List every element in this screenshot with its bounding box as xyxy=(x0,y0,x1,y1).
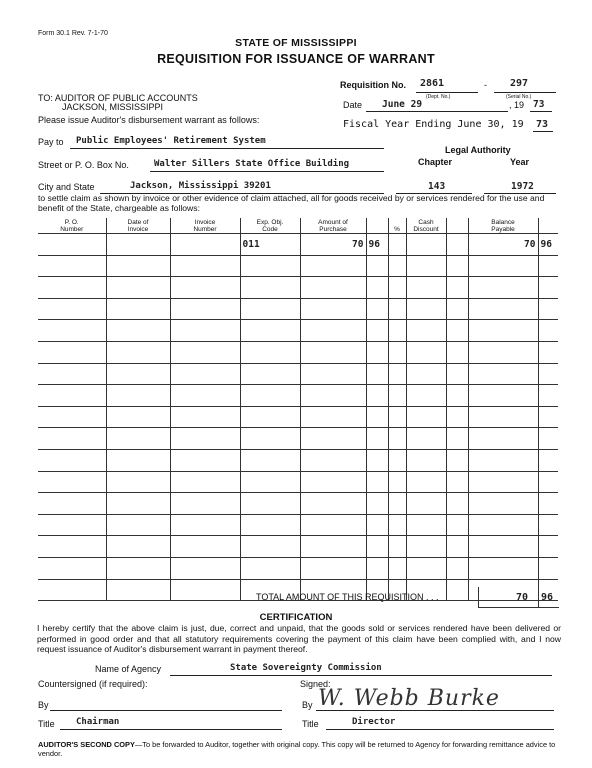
cell-balance xyxy=(468,536,538,558)
date-label: Date xyxy=(343,100,363,110)
cell-discount-cents xyxy=(446,449,468,471)
line-items-table xyxy=(38,218,558,601)
year-label: Year xyxy=(510,157,530,167)
chapter-label: Chapter xyxy=(418,157,453,167)
cell-amount-cents xyxy=(366,471,388,493)
cell-cash-discount xyxy=(406,536,446,558)
col-header-exp-obj-code: Exp. Obj. Code xyxy=(240,218,300,234)
cell-balance xyxy=(468,449,538,471)
cell-invoice-number xyxy=(170,234,240,256)
col-header-percent: % xyxy=(388,218,406,234)
cell-invoice-date xyxy=(106,493,170,515)
cell-discount-cents xyxy=(446,298,468,320)
cell-invoice-number xyxy=(170,557,240,579)
instruction-text: Please issue Auditor's disbursement warrant as follows: xyxy=(38,115,260,125)
fiscal-year-line xyxy=(533,131,553,132)
cell-percent xyxy=(388,385,406,407)
cell-discount-cents xyxy=(446,255,468,277)
cell-amount xyxy=(300,385,366,407)
cell-po-number xyxy=(38,363,106,385)
cell-balance-cents xyxy=(538,471,558,493)
cell-balance xyxy=(468,255,538,277)
serial-no-value: 297 xyxy=(510,78,529,89)
cell-amount: 70 xyxy=(300,234,366,256)
cell-invoice-number xyxy=(170,277,240,299)
cell-balance-cents xyxy=(538,385,558,407)
cell-percent xyxy=(388,277,406,299)
cell-balance-cents xyxy=(538,277,558,299)
cell-exp-obj-code xyxy=(240,449,300,471)
addressee-line1: TO: AUDITOR OF PUBLIC ACCOUNTS xyxy=(38,93,198,103)
cell-exp-obj-code xyxy=(240,277,300,299)
cell-amount xyxy=(300,277,366,299)
cell-invoice-number xyxy=(170,428,240,450)
cell-percent xyxy=(388,298,406,320)
street-line xyxy=(150,171,384,172)
cell-balance xyxy=(468,363,538,385)
cell-balance xyxy=(468,406,538,428)
title-value-right: Director xyxy=(352,717,396,727)
date-year-value: 73 xyxy=(533,99,545,110)
cell-invoice-date xyxy=(106,406,170,428)
cell-amount-cents xyxy=(366,363,388,385)
cell-po-number xyxy=(38,277,106,299)
cell-amount xyxy=(300,514,366,536)
cell-exp-obj-code xyxy=(240,428,300,450)
table-row xyxy=(38,255,558,277)
cell-exp-obj-code xyxy=(240,493,300,515)
cell-cash-discount xyxy=(406,385,446,407)
cell-invoice-number xyxy=(170,536,240,558)
cell-cash-discount xyxy=(406,363,446,385)
cell-percent xyxy=(388,363,406,385)
cell-amount-cents xyxy=(366,449,388,471)
col-header-invoice-number: Invoice Number xyxy=(170,218,240,234)
cell-cash-discount xyxy=(406,428,446,450)
by-line-left xyxy=(50,710,282,711)
cell-exp-obj-code xyxy=(240,514,300,536)
col-header-cash-discount: Cash Discount xyxy=(406,218,446,234)
cell-invoice-date xyxy=(106,536,170,558)
cell-balance-cents xyxy=(538,298,558,320)
cell-invoice-date xyxy=(106,557,170,579)
cell-po-number xyxy=(38,234,106,256)
pay-to-value: Public Employees' Retirement System xyxy=(76,136,266,146)
cell-discount-cents xyxy=(446,406,468,428)
signed-label: Signed: xyxy=(300,679,331,689)
cell-po-number xyxy=(38,341,106,363)
cell-amount-cents xyxy=(366,298,388,320)
countersigned-label: Countersigned (if required): xyxy=(38,679,148,689)
cell-cash-discount xyxy=(406,514,446,536)
cell-invoice-number xyxy=(170,493,240,515)
cell-amount-cents xyxy=(366,428,388,450)
table-row xyxy=(38,234,558,256)
cell-amount-cents xyxy=(366,341,388,363)
cell-balance-cents xyxy=(538,449,558,471)
cell-invoice-date xyxy=(106,277,170,299)
cell-balance-cents xyxy=(538,363,558,385)
title-value-left: Chairman xyxy=(76,717,120,727)
cell-percent xyxy=(388,406,406,428)
cell-po-number xyxy=(38,449,106,471)
cell-invoice-date xyxy=(106,255,170,277)
cell-amount-cents xyxy=(366,557,388,579)
chapter-value: 143 xyxy=(428,181,446,192)
cell-balance xyxy=(468,385,538,407)
signature: W. Webb Burke xyxy=(318,686,500,711)
pay-to-line xyxy=(70,148,384,149)
cell-amount xyxy=(300,428,366,450)
cell-amount xyxy=(300,320,366,342)
cell-po-number xyxy=(38,428,106,450)
street-label: Street or P. O. Box No. xyxy=(38,160,129,170)
title-label-left: Title xyxy=(38,719,55,729)
cell-invoice-number xyxy=(170,363,240,385)
form-number: Form 30.1 Rev. 7-1-70 xyxy=(38,30,108,37)
cell-amount-cents xyxy=(366,493,388,515)
cell-discount-cents xyxy=(446,493,468,515)
state-heading: STATE OF MISSISSIPPI xyxy=(235,37,357,49)
cell-balance xyxy=(468,341,538,363)
table-row xyxy=(38,536,558,558)
cell-percent xyxy=(388,514,406,536)
cell-balance xyxy=(468,493,538,515)
dept-no-line xyxy=(416,92,478,93)
cell-invoice-date xyxy=(106,471,170,493)
serial-no-line xyxy=(494,92,556,93)
cell-balance xyxy=(468,471,538,493)
cell-discount-cents xyxy=(446,579,468,601)
cell-invoice-date xyxy=(106,320,170,342)
cell-cash-discount xyxy=(406,298,446,320)
cell-po-number xyxy=(38,536,106,558)
cell-balance-cents xyxy=(538,406,558,428)
footer-bold: AUDITOR'S SECOND COPY xyxy=(38,740,135,749)
cell-discount-cents xyxy=(446,536,468,558)
cell-amount xyxy=(300,255,366,277)
cell-invoice-number xyxy=(170,341,240,363)
cell-amount xyxy=(300,557,366,579)
title-label-right: Title xyxy=(302,719,319,729)
pay-to-label: Pay to xyxy=(38,137,64,147)
cell-exp-obj-code xyxy=(240,341,300,363)
cell-cash-discount xyxy=(406,255,446,277)
cell-cash-discount xyxy=(406,493,446,515)
cell-percent xyxy=(388,557,406,579)
requisition-label: Requisition No. xyxy=(340,80,406,90)
table-row xyxy=(38,471,558,493)
cell-discount-cents xyxy=(446,428,468,450)
cell-cash-discount xyxy=(406,557,446,579)
cell-invoice-date xyxy=(106,385,170,407)
certification-heading: CERTIFICATION xyxy=(259,612,333,623)
cell-amount xyxy=(300,406,366,428)
cell-balance-cents: 96 xyxy=(538,234,558,256)
cell-percent xyxy=(388,428,406,450)
title-line-left xyxy=(60,729,282,730)
cell-percent xyxy=(388,320,406,342)
cell-invoice-number xyxy=(170,298,240,320)
cell-invoice-number xyxy=(170,406,240,428)
cell-invoice-date xyxy=(106,514,170,536)
agency-line xyxy=(170,675,552,676)
cell-balance xyxy=(468,557,538,579)
cell-discount-cents xyxy=(446,385,468,407)
cell-invoice-date xyxy=(106,449,170,471)
cell-exp-obj-code xyxy=(240,385,300,407)
cell-discount-cents xyxy=(446,234,468,256)
certification-text: I hereby certify that the above claim is just, due, correct and unpaid, that the goods sold or services rendered have been delivered or performed in good order and that all statutory requirements covering the payment of this claim have been complied with, and I now request issuance of Auditor's disbursement warrant in payment thereof. xyxy=(37,623,561,654)
cell-amount xyxy=(300,363,366,385)
cell-po-number xyxy=(38,255,106,277)
serial-no-caption: (Serial No.) xyxy=(506,94,532,100)
cell-balance: 70 xyxy=(468,234,538,256)
table-row xyxy=(38,298,558,320)
page-title: REQUISITION FOR ISSUANCE OF WARRANT xyxy=(157,52,435,66)
cell-discount-cents xyxy=(446,277,468,299)
date-value: June 29 xyxy=(382,99,423,110)
table-row xyxy=(38,277,558,299)
table-row xyxy=(38,363,558,385)
cell-exp-obj-code xyxy=(240,557,300,579)
table-row xyxy=(38,428,558,450)
date-line xyxy=(366,111,508,112)
cell-invoice-date xyxy=(106,234,170,256)
cell-balance-cents xyxy=(538,341,558,363)
cell-balance xyxy=(468,298,538,320)
agency-label: Name of Agency xyxy=(95,664,162,674)
cell-po-number xyxy=(38,406,106,428)
cell-cash-discount xyxy=(406,471,446,493)
table-row xyxy=(38,406,558,428)
cell-amount xyxy=(300,341,366,363)
table-row xyxy=(38,493,558,515)
footer-text: —To be forwarded to Auditor, together with original copy. This copy will be returned to Agency for forwarding remittance advice to vendor. xyxy=(38,740,556,758)
col-header-balance-cents xyxy=(538,218,558,234)
cell-balance-cents xyxy=(538,493,558,515)
by-label-right: By xyxy=(302,700,313,710)
cell-balance xyxy=(468,428,538,450)
cell-po-number xyxy=(38,471,106,493)
cell-po-number xyxy=(38,557,106,579)
cell-amount-cents xyxy=(366,385,388,407)
cell-po-number xyxy=(38,385,106,407)
cell-amount xyxy=(300,298,366,320)
dept-no-caption: (Dept. No.) xyxy=(426,94,451,100)
cell-exp-obj-code xyxy=(240,363,300,385)
col-header-amount: Amount of Purchase xyxy=(300,218,366,234)
title-line-right xyxy=(326,729,554,730)
cell-amount-cents xyxy=(366,277,388,299)
cell-percent xyxy=(388,255,406,277)
cell-balance-cents xyxy=(538,255,558,277)
addressee-line2: JACKSON, MISSISSIPPI xyxy=(62,102,164,112)
col-header-po-number: P. O. Number xyxy=(38,218,106,234)
footer-note xyxy=(38,740,558,758)
cell-invoice-number xyxy=(170,255,240,277)
cell-balance-cents xyxy=(538,514,558,536)
fiscal-year-label: Fiscal Year Ending June 30, 19 xyxy=(343,119,524,130)
cell-amount xyxy=(300,449,366,471)
cell-amount-cents: 96 xyxy=(366,234,388,256)
cell-discount-cents xyxy=(446,320,468,342)
cell-discount-cents xyxy=(446,514,468,536)
dept-no-value: 2861 xyxy=(420,78,445,89)
cell-balance xyxy=(468,277,538,299)
cell-invoice-number xyxy=(170,449,240,471)
col-header-invoice-date: Date of Invoice xyxy=(106,218,170,234)
table-row xyxy=(38,341,558,363)
cell-po-number xyxy=(38,514,106,536)
cell-amount xyxy=(300,493,366,515)
cell-percent xyxy=(388,234,406,256)
cell-balance-cents xyxy=(538,320,558,342)
cell-discount-cents xyxy=(446,363,468,385)
total-cents-divider xyxy=(538,587,539,607)
table-row xyxy=(38,514,558,536)
year-value: 1972 xyxy=(511,181,534,192)
cell-percent xyxy=(388,449,406,471)
cell-cash-discount xyxy=(406,277,446,299)
cell-balance xyxy=(468,514,538,536)
cell-cash-discount xyxy=(406,449,446,471)
table-row xyxy=(38,449,558,471)
cell-exp-obj-code xyxy=(240,298,300,320)
cell-amount xyxy=(300,471,366,493)
street-value: Walter Sillers State Office Building xyxy=(154,159,350,169)
table-header-row xyxy=(38,218,558,234)
cell-discount-cents xyxy=(446,341,468,363)
cell-exp-obj-code xyxy=(240,320,300,342)
cell-amount-cents xyxy=(366,536,388,558)
cell-amount-cents xyxy=(366,320,388,342)
cell-exp-obj-code xyxy=(240,406,300,428)
agency-value: State Sovereignty Commission xyxy=(230,663,382,673)
cell-po-number xyxy=(38,298,106,320)
cell-po-number xyxy=(38,320,106,342)
total-label: TOTAL AMOUNT OF THIS REQUISITION . . . xyxy=(256,592,439,602)
cell-po-number xyxy=(38,493,106,515)
cell-cash-discount xyxy=(406,406,446,428)
total-dollars: 70 xyxy=(516,592,529,603)
col-header-balance: Balance Payable xyxy=(468,218,538,234)
cell-exp-obj-code xyxy=(240,255,300,277)
cell-invoice-number xyxy=(170,471,240,493)
cell-balance-cents xyxy=(538,557,558,579)
cell-cash-discount xyxy=(406,320,446,342)
col-header-amount-cents xyxy=(366,218,388,234)
cell-discount-cents xyxy=(446,471,468,493)
cell-invoice-number xyxy=(170,579,240,601)
cell-invoice-number xyxy=(170,514,240,536)
claim-text: to settle claim as shown by invoice or other evidence of claim attached, all for goods received by or services rendered for the use and benefit of the State, chargeable as follows: xyxy=(38,193,545,213)
cell-invoice-number xyxy=(170,320,240,342)
cell-exp-obj-code xyxy=(240,536,300,558)
cell-cash-discount xyxy=(406,234,446,256)
cell-amount-cents xyxy=(366,255,388,277)
date-year-prefix: , 19 xyxy=(509,100,525,110)
cell-exp-obj-code: 011 xyxy=(240,234,300,256)
requisition-dash: - xyxy=(484,80,487,90)
cell-invoice-date xyxy=(106,579,170,601)
cell-po-number xyxy=(38,579,106,601)
cell-invoice-date xyxy=(106,341,170,363)
total-cents: 96 xyxy=(541,592,554,603)
cell-invoice-date xyxy=(106,298,170,320)
cell-balance xyxy=(468,320,538,342)
cell-invoice-date xyxy=(106,428,170,450)
cell-invoice-number xyxy=(170,385,240,407)
cell-exp-obj-code xyxy=(240,471,300,493)
cell-balance-cents xyxy=(538,428,558,450)
cell-percent xyxy=(388,471,406,493)
cell-cash-discount xyxy=(406,341,446,363)
fiscal-year-value: 73 xyxy=(536,119,549,130)
city-label: City and State xyxy=(38,182,95,192)
cell-percent xyxy=(388,493,406,515)
legal-authority-label: Legal Authority xyxy=(445,145,511,155)
cell-percent xyxy=(388,341,406,363)
table-row xyxy=(38,385,558,407)
cell-amount xyxy=(300,536,366,558)
by-label-left: By xyxy=(38,700,49,710)
date-year-line xyxy=(530,111,552,112)
table-row xyxy=(38,557,558,579)
table-row xyxy=(38,320,558,342)
cell-amount-cents xyxy=(366,514,388,536)
cell-balance-cents xyxy=(538,536,558,558)
cell-invoice-date xyxy=(106,363,170,385)
cell-amount-cents xyxy=(366,406,388,428)
city-value: Jackson, Mississippi 39201 xyxy=(130,181,271,191)
col-header-discount-cents xyxy=(446,218,468,234)
cell-discount-cents xyxy=(446,557,468,579)
cell-percent xyxy=(388,536,406,558)
